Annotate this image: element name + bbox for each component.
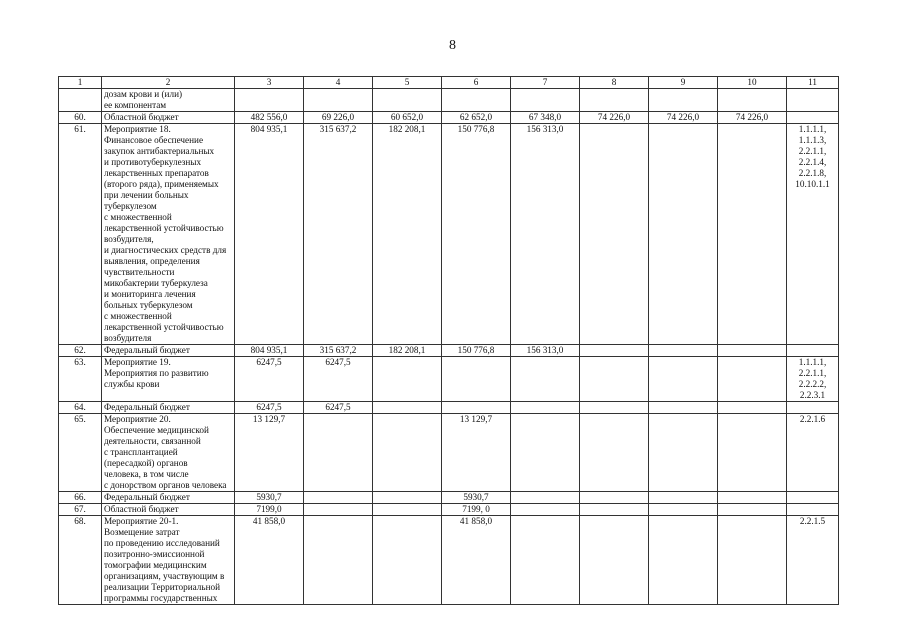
- column-header-1: 1: [59, 77, 102, 89]
- cell-code: [787, 89, 839, 112]
- column-header-11: 11: [787, 77, 839, 89]
- header-row: [59, 77, 839, 89]
- cell-v9: [649, 357, 718, 402]
- cell-v6: 7199, 0: [442, 504, 511, 516]
- table-row: [59, 357, 839, 402]
- cell-v4: 315 637,2: [304, 345, 373, 357]
- cell-v6: 150 776,8: [442, 124, 511, 345]
- column-header-6: 6: [442, 77, 511, 89]
- cell-code: [787, 492, 839, 504]
- cell-v5: [373, 516, 442, 605]
- cell-text: Мероприятие 20-1. Возмещение затрат по проведению исследований позитронно-эмиссионной томографии медицинским организациям, участвующим в реализации Территориальной программы государственных: [102, 516, 235, 605]
- table-row: [59, 345, 839, 357]
- cell-v8: [580, 345, 649, 357]
- cell-v7: [511, 516, 580, 605]
- cell-code: [787, 345, 839, 357]
- cell-v8: [580, 89, 649, 112]
- column-header-3: 3: [235, 77, 304, 89]
- cell-num: 61.: [59, 124, 102, 345]
- cell-text: Мероприятие 20. Обеспечение медицинской деятельности, связанной с трансплантацией (пересадкой) органов человека, в том числе с донорством органов человека: [102, 414, 235, 492]
- cell-text: Мероприятие 18. Финансовое обеспечение закупок антибактериальных и противотуберкулезных лекарственных препаратов (второго ряда), применяемых при лечении больных туберкулезом с множественной лекарственной устойчивостью возбудителя, и диагностических средств для выявления, определения чувствительности микобактерии туберкулеза и мониторинга лечения больных туберкулезом с множественной лекарственной устойчивостью возбудителя: [102, 124, 235, 345]
- cell-num: [59, 89, 102, 112]
- cell-v4: [304, 89, 373, 112]
- cell-v7: 156 313,0: [511, 345, 580, 357]
- cell-v9: [649, 492, 718, 504]
- cell-v9: 74 226,0: [649, 112, 718, 124]
- cell-v10: [718, 504, 787, 516]
- cell-v8: [580, 357, 649, 402]
- cell-text: Федеральный бюджет: [102, 402, 235, 414]
- cell-num: 64.: [59, 402, 102, 414]
- cell-text: Областной бюджет: [102, 504, 235, 516]
- cell-code: [787, 504, 839, 516]
- cell-v9: [649, 516, 718, 605]
- cell-v8: [580, 516, 649, 605]
- cell-v7: [511, 89, 580, 112]
- cell-num: 63.: [59, 357, 102, 402]
- cell-v5: [373, 504, 442, 516]
- cell-v8: [580, 504, 649, 516]
- column-header-5: 5: [373, 77, 442, 89]
- cell-v8: [580, 414, 649, 492]
- column-header-10: 10: [718, 77, 787, 89]
- cell-v5: [373, 357, 442, 402]
- cell-text: Федеральный бюджет: [102, 345, 235, 357]
- cell-v4: [304, 516, 373, 605]
- cell-num: 60.: [59, 112, 102, 124]
- cell-v7: [511, 357, 580, 402]
- cell-v6: 150 776,8: [442, 345, 511, 357]
- table-row: [59, 516, 839, 605]
- cell-v4: 69 226,0: [304, 112, 373, 124]
- cell-v8: 74 226,0: [580, 112, 649, 124]
- cell-v3: 482 556,0: [235, 112, 304, 124]
- cell-num: 65.: [59, 414, 102, 492]
- table-row: [59, 492, 839, 504]
- cell-v3: 41 858,0: [235, 516, 304, 605]
- cell-v6: 5930,7: [442, 492, 511, 504]
- cell-num: 62.: [59, 345, 102, 357]
- cell-text: Мероприятие 19. Мероприятия по развитию службы крови: [102, 357, 235, 402]
- cell-code: 1.1.1.1, 2.2.1.1, 2.2.2.2, 2.2.3.1: [787, 357, 839, 402]
- cell-v3: 804 935,1: [235, 345, 304, 357]
- cell-v7: [511, 504, 580, 516]
- cell-v5: [373, 414, 442, 492]
- cell-num: 68.: [59, 516, 102, 605]
- cell-v10: [718, 345, 787, 357]
- cell-v10: [718, 516, 787, 605]
- cell-v9: [649, 345, 718, 357]
- cell-v5: 182 208,1: [373, 124, 442, 345]
- cell-text: Федеральный бюджет: [102, 492, 235, 504]
- cell-v10: [718, 492, 787, 504]
- cell-v8: [580, 492, 649, 504]
- cell-v5: 182 208,1: [373, 345, 442, 357]
- cell-code: [787, 112, 839, 124]
- cell-v9: [649, 504, 718, 516]
- cell-v6: 62 652,0: [442, 112, 511, 124]
- table-row: [59, 414, 839, 492]
- cell-text: дозам крови и (или) ее компонентам: [102, 89, 235, 112]
- table-row: [59, 402, 839, 414]
- cell-text: Областной бюджет: [102, 112, 235, 124]
- cell-v8: [580, 124, 649, 345]
- cell-v5: [373, 492, 442, 504]
- cell-v7: 67 348,0: [511, 112, 580, 124]
- cell-v3: [235, 89, 304, 112]
- page-number: 8: [449, 38, 456, 53]
- cell-v6: [442, 402, 511, 414]
- column-header-7: 7: [511, 77, 580, 89]
- cell-code: 2.2.1.5: [787, 516, 839, 605]
- cell-v6: [442, 89, 511, 112]
- cell-v4: [304, 414, 373, 492]
- cell-v3: 13 129,7: [235, 414, 304, 492]
- table-row: [59, 112, 839, 124]
- cell-code: [787, 402, 839, 414]
- cell-v9: [649, 414, 718, 492]
- cell-v6: 13 129,7: [442, 414, 511, 492]
- cell-v10: 74 226,0: [718, 112, 787, 124]
- cell-v3: 5930,7: [235, 492, 304, 504]
- cell-v10: [718, 414, 787, 492]
- cell-code: 1.1.1.1, 1.1.1.3, 2.2.1.1, 2.2.1.4, 2.2.1.8, 10.10.1.1: [787, 124, 839, 345]
- cell-v10: [718, 124, 787, 345]
- column-header-9: 9: [649, 77, 718, 89]
- cell-v4: 6247,5: [304, 402, 373, 414]
- table-body: [59, 89, 839, 605]
- cell-v3: 6247,5: [235, 402, 304, 414]
- cell-v10: [718, 89, 787, 112]
- cell-v5: [373, 402, 442, 414]
- cell-v8: [580, 402, 649, 414]
- column-header-2: 2: [102, 77, 235, 89]
- table-row: [59, 124, 839, 345]
- cell-v4: [304, 492, 373, 504]
- table-row: [59, 89, 839, 112]
- cell-v10: [718, 402, 787, 414]
- cell-v3: 6247,5: [235, 357, 304, 402]
- cell-v5: 60 652,0: [373, 112, 442, 124]
- cell-v4: 6247,5: [304, 357, 373, 402]
- cell-v6: [442, 357, 511, 402]
- budget-table: [58, 76, 839, 605]
- cell-v4: 315 637,2: [304, 124, 373, 345]
- cell-v7: 156 313,0: [511, 124, 580, 345]
- cell-v4: [304, 504, 373, 516]
- column-header-4: 4: [304, 77, 373, 89]
- cell-v5: [373, 89, 442, 112]
- column-header-8: 8: [580, 77, 649, 89]
- cell-v7: [511, 414, 580, 492]
- cell-v7: [511, 402, 580, 414]
- cell-v3: 804 935,1: [235, 124, 304, 345]
- cell-v9: [649, 89, 718, 112]
- cell-num: 66.: [59, 492, 102, 504]
- cell-v7: [511, 492, 580, 504]
- cell-v9: [649, 402, 718, 414]
- cell-num: 67.: [59, 504, 102, 516]
- cell-v6: 41 858,0: [442, 516, 511, 605]
- cell-v10: [718, 357, 787, 402]
- table-row: [59, 504, 839, 516]
- cell-v3: 7199,0: [235, 504, 304, 516]
- cell-v9: [649, 124, 718, 345]
- cell-code: 2.2.1.6: [787, 414, 839, 492]
